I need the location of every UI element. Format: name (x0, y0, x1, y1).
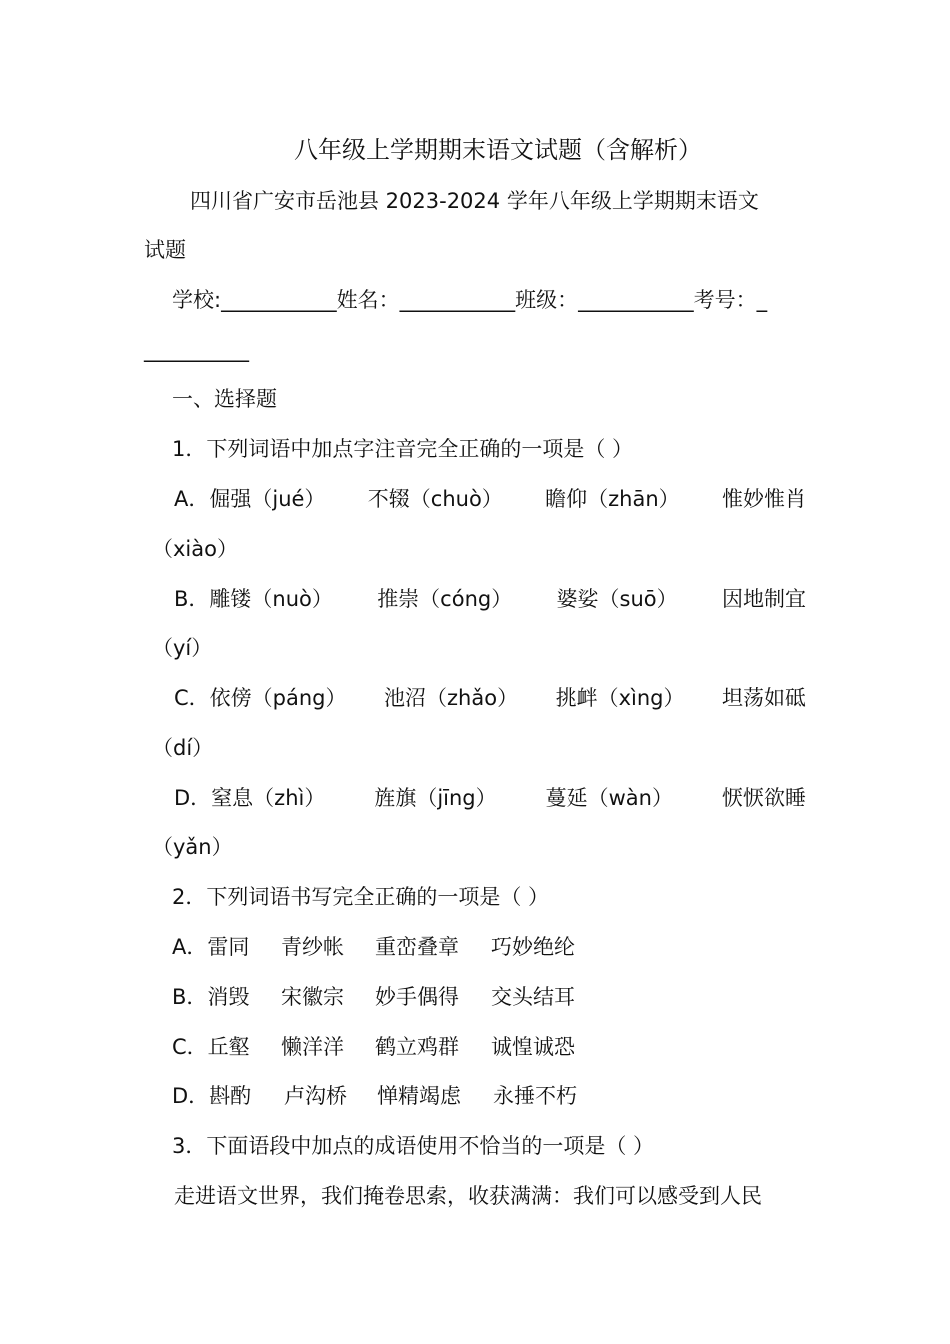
question-1-option-a-cont: （xiào） (152, 537, 238, 561)
document-title: 八年级上学期期末语文试题（含解析） (294, 136, 702, 164)
option-part: 交头结耳 (491, 985, 575, 1009)
option-part: B．雕镂（nuò） (174, 587, 333, 611)
question-2-option-a (0, 932, 950, 962)
question-2-option-d (0, 1081, 950, 1111)
option-part: 青纱帐 (281, 935, 344, 959)
option-part: D．窒息（zhì） (174, 786, 326, 810)
option-part: 惟妙惟肖 (722, 487, 806, 511)
option-part: 诚惶诚恐 (491, 1035, 575, 1059)
section-heading: 一、选择题 (172, 387, 277, 411)
question-2-option-b (0, 982, 950, 1012)
question-1-option-c-cont: （dí） (152, 736, 214, 760)
option-part: 蔓延（wàn） (545, 786, 673, 810)
option-part: B．消毁 (172, 985, 250, 1009)
student-info-line: 学校:___________姓名：___________班级：___________考号：_ (172, 288, 768, 312)
option-part: 永捶不朽 (493, 1084, 577, 1108)
option-part: 卢沟桥 (284, 1084, 347, 1108)
option-part: 巧妙绝纶 (491, 935, 575, 959)
option-part: 坦荡如砥 (721, 686, 806, 710)
option-part: A．雷同 (172, 935, 250, 959)
subtitle-line-1: 四川省广安市岳池县 2023-2024 学年八年级上学期期末语文 (190, 189, 759, 213)
option-part: C．依傍（páng） (174, 686, 347, 710)
subtitle-line-2: 试题 (144, 238, 186, 262)
option-part: 婆娑（suō） (556, 587, 678, 611)
question-1-option-c (174, 683, 806, 713)
question-3-stem: 3．下面语段中加点的成语使用不恰当的一项是（ ） (172, 1134, 655, 1158)
student-info-line-cont: __________ (144, 338, 249, 362)
option-part: C．丘壑 (172, 1035, 250, 1059)
question-1-option-b (174, 584, 806, 614)
question-1-stem: 1．下列词语中加点字注音完全正确的一项是（ ） (172, 437, 634, 461)
question-1-option-a (174, 484, 806, 514)
option-part: 懒洋洋 (281, 1035, 344, 1059)
option-part: 瞻仰（zhān） (545, 487, 680, 511)
question-1-option-d (174, 783, 806, 813)
option-part: A．倔强（jué） (174, 487, 326, 511)
question-3-passage: 走进语文世界，我们掩卷思索，收获满满：我们可以感受到人民 (174, 1184, 762, 1208)
question-1-option-d-cont: （yǎn） (152, 835, 233, 859)
option-part: 惮精竭虑 (377, 1084, 461, 1108)
option-part: 鹤立鸡群 (375, 1035, 459, 1059)
option-part: 妙手偶得 (375, 985, 459, 1009)
option-part: 重峦叠章 (375, 935, 459, 959)
question-2-option-c (0, 1032, 950, 1062)
option-part: 宋徽宗 (281, 985, 344, 1009)
question-1-option-b-cont: （yí） (152, 636, 213, 660)
option-part: 不辍（chuò） (367, 487, 503, 511)
option-part: D．斟酌 (172, 1084, 252, 1108)
option-part: 推崇（cóng） (377, 587, 513, 611)
option-part: 旌旗（jīng） (374, 786, 497, 810)
option-part: 因地制宜 (721, 587, 806, 611)
option-part: 池沼（zhǎo） (384, 686, 519, 710)
option-part: 挑衅（xìng） (555, 686, 685, 710)
option-part: 恹恹欲睡 (721, 786, 806, 810)
question-2-stem: 2．下列词语书写完全正确的一项是（ ） (172, 885, 550, 909)
